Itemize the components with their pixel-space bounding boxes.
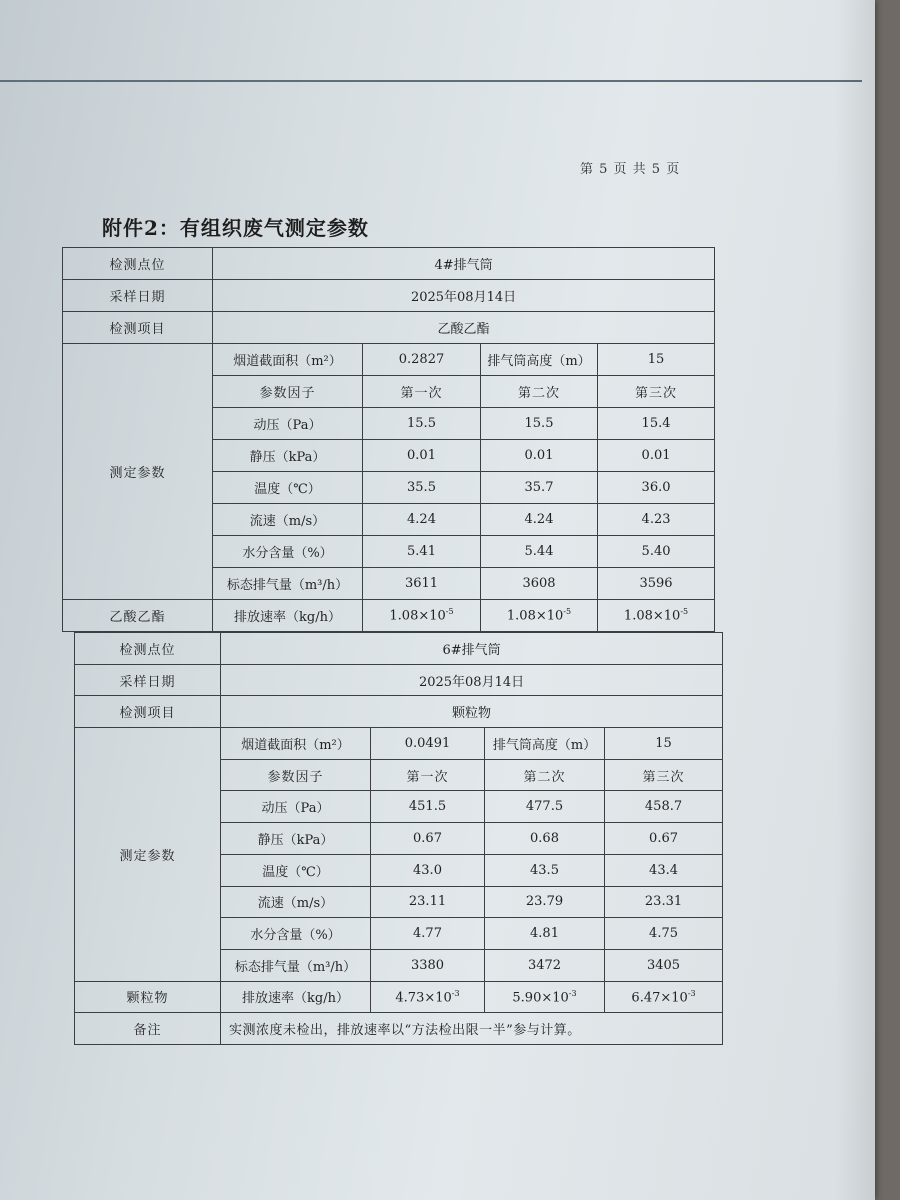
table-cell: 36.0	[598, 472, 715, 504]
rate-exponent: -5	[445, 607, 454, 617]
date-value: 2025年08月14日	[213, 280, 715, 312]
table-cell: 15.5	[481, 408, 598, 440]
page-number: 第 5 页 共 5 页	[580, 162, 681, 177]
param-name: 温度（℃）	[213, 472, 363, 504]
rate-mantissa: 1.08×10	[623, 608, 681, 624]
height-label: 排气筒高度（m）	[485, 728, 605, 760]
table-cell: 3380	[371, 949, 485, 981]
table-cell: 0.01	[598, 440, 715, 472]
rate-exponent: -3	[451, 988, 460, 998]
rate-value	[481, 600, 598, 632]
table-cell: 3611	[363, 568, 481, 600]
header-cell: 第三次	[598, 376, 715, 408]
param-name: 流速（m/s）	[221, 886, 371, 918]
table-cell: 458.7	[605, 791, 723, 823]
table-cell: 4.24	[363, 504, 481, 536]
table-cell: 4.23	[598, 504, 715, 536]
rate-value	[485, 981, 605, 1013]
table-cell: 23.31	[605, 886, 723, 918]
header-cell: 参数因子	[213, 376, 363, 408]
date-label: 采样日期	[75, 664, 221, 696]
table-cell: 5.41	[363, 536, 481, 568]
table-row	[75, 664, 723, 696]
remark-label: 备注	[75, 1013, 221, 1045]
point-label: 检测点位	[63, 248, 213, 280]
table-cell: 43.0	[371, 854, 485, 886]
table-cell: 3608	[481, 568, 598, 600]
underlying-sheet-edge	[0, 0, 862, 82]
rate-mantissa: 6.47×10	[631, 990, 688, 1006]
table-cell: 43.4	[605, 854, 723, 886]
table-cell: 0.67	[605, 823, 723, 855]
header-cell: 第一次	[363, 376, 481, 408]
param-name: 温度（℃）	[221, 854, 371, 886]
remark-row	[75, 1013, 723, 1045]
table-row	[63, 344, 715, 376]
table-cell: 23.11	[371, 886, 485, 918]
param-name: 流速（m/s）	[213, 504, 363, 536]
param-name: 水分含量（%）	[221, 918, 371, 950]
table-row	[63, 280, 715, 312]
rate-value	[363, 600, 481, 632]
table-cell: 451.5	[371, 791, 485, 823]
table-cell: 3472	[485, 949, 605, 981]
params-label: 测定参数	[75, 728, 221, 982]
param-name: 标态排气量（m³/h）	[213, 568, 363, 600]
table-cell: 0.68	[485, 823, 605, 855]
rate-value	[605, 981, 723, 1013]
area-value: 0.2827	[363, 344, 481, 376]
table-cell: 0.01	[363, 440, 481, 472]
date-label: 采样日期	[63, 280, 213, 312]
rate-exponent: -5	[680, 607, 689, 617]
table-cell: 5.40	[598, 536, 715, 568]
rate-exponent: -3	[568, 988, 577, 998]
param-name: 静压（kPa）	[221, 823, 371, 855]
table-cell: 4.77	[371, 918, 485, 950]
table-cell: 4.75	[605, 918, 723, 950]
item-value: 乙酸乙酯	[213, 312, 715, 344]
area-value: 0.0491	[371, 728, 485, 760]
table-row	[63, 248, 715, 280]
rate-label: 排放速率（kg/h）	[221, 981, 371, 1013]
item-value: 颗粒物	[221, 696, 723, 728]
rate-mantissa: 1.08×10	[506, 608, 564, 624]
table-cell: 3405	[605, 949, 723, 981]
table-row	[75, 633, 723, 665]
table-row	[63, 312, 715, 344]
area-label: 烟道截面积（m²）	[213, 344, 363, 376]
rate-mantissa: 4.73×10	[395, 990, 452, 1006]
header-cell: 第一次	[371, 759, 485, 791]
header-cell: 第三次	[605, 759, 723, 791]
item-label: 检测项目	[63, 312, 213, 344]
emission-rate-row	[75, 981, 723, 1013]
table-cell: 15.4	[598, 408, 715, 440]
table-cell: 23.79	[485, 886, 605, 918]
table-cell: 35.5	[363, 472, 481, 504]
table-stack-4	[62, 247, 715, 632]
table-row	[75, 728, 723, 760]
table-cell: 4.24	[481, 504, 598, 536]
param-name: 动压（Pa）	[213, 408, 363, 440]
emission-rate-row	[63, 600, 715, 632]
point-label: 检测点位	[75, 633, 221, 665]
param-name: 水分含量（%）	[213, 536, 363, 568]
header-cell: 第二次	[485, 759, 605, 791]
param-name: 静压（kPa）	[213, 440, 363, 472]
area-label: 烟道截面积（m²）	[221, 728, 371, 760]
table-cell: 5.44	[481, 536, 598, 568]
table-cell: 43.5	[485, 854, 605, 886]
header-cell: 参数因子	[221, 759, 371, 791]
rate-subject: 颗粒物	[75, 981, 221, 1013]
date-value: 2025年08月14日	[221, 664, 723, 696]
table-cell: 35.7	[481, 472, 598, 504]
rate-value	[598, 600, 715, 632]
height-value: 15	[598, 344, 715, 376]
item-label: 检测项目	[75, 696, 221, 728]
point-value: 6#排气筒	[221, 633, 723, 665]
table-row	[75, 696, 723, 728]
table-cell: 3596	[598, 568, 715, 600]
table-cell: 0.67	[371, 823, 485, 855]
height-label: 排气筒高度（m）	[481, 344, 598, 376]
rate-exponent: -3	[687, 988, 696, 998]
document-title: 附件2：有组织废气测定参数	[102, 216, 369, 240]
header-cell: 第二次	[481, 376, 598, 408]
table-stack-6	[74, 632, 723, 1045]
params-label: 测定参数	[63, 344, 213, 600]
rate-subject: 乙酸乙酯	[63, 600, 213, 632]
table-cell: 15.5	[363, 408, 481, 440]
rate-value	[371, 981, 485, 1013]
rate-label: 排放速率（kg/h）	[213, 600, 363, 632]
height-value: 15	[605, 728, 723, 760]
remark-text: 实测浓度未检出，排放速率以“方法检出限一半”参与计算。	[221, 1013, 723, 1045]
table-cell: 0.01	[481, 440, 598, 472]
point-value: 4#排气筒	[213, 248, 715, 280]
param-name: 动压（Pa）	[221, 791, 371, 823]
rate-mantissa: 5.90×10	[512, 990, 569, 1006]
table-cell: 4.81	[485, 918, 605, 950]
rate-exponent: -5	[563, 607, 572, 617]
param-name: 标态排气量（m³/h）	[221, 949, 371, 981]
rate-mantissa: 1.08×10	[389, 608, 446, 624]
table-cell: 477.5	[485, 791, 605, 823]
